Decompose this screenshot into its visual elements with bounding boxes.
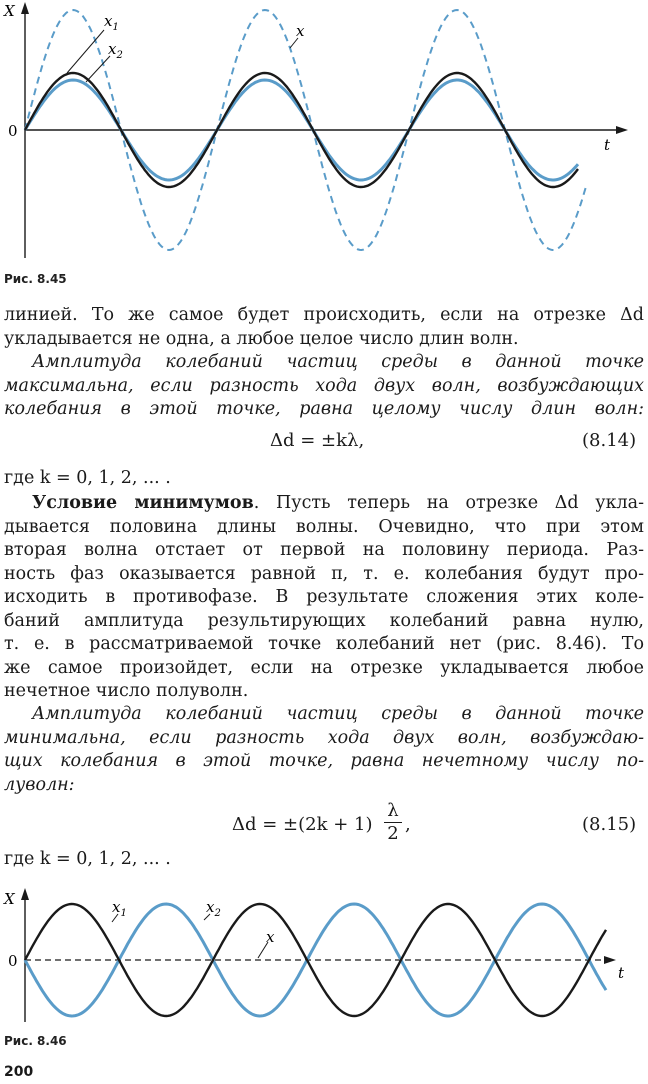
formula-8-14-body: Δd = ±kλ, [270,430,365,451]
text-line: минимальна, если разность хода двух волн, возбуждаю- [4,727,644,748]
figure-8-46 [0,880,648,1030]
text-line: ность фаз оказывается равной π, т. е. колебания будут про- [4,563,644,584]
text-line: т. е. в рассматриваемой точке колебаний нет (рис. 8.46). То [4,634,644,654]
fig46-x-label: t [618,964,625,982]
text-fragment: . Пусть теперь на отрезке Δd укла- [253,493,644,513]
text-line: луволн: [4,774,75,795]
text-line: вторая волна отстает от первой на половину периода. Раз- [4,540,644,560]
page-number: 200 [4,1064,34,1080]
text-line: щих колебания в этой точке, равна нечетному числу по- [4,751,644,771]
fig46-origin-label: 0 [8,952,18,970]
formula-8-15 [0,800,648,850]
formula-8-15-fraction [384,800,402,845]
text-line: нечетное число полуволн. [4,681,249,701]
paragraph-minimum-condition [4,492,644,704]
text-line: исходить в противофазе. В результате сложения этих коле- [4,587,644,607]
text-line: дывается половина длины волны. Очевидно, что при этом [4,516,644,537]
fig45-y-label: X [4,2,15,20]
text-line: линией. То же самое будет происходить, если на отрезке Δd [4,305,644,325]
fig46-caption: Рис. 8.46 [4,1034,67,1048]
paragraph-max-rule [4,351,644,422]
formula-8-15-comma: , [405,814,411,835]
text-line: баний амплитуда результирующих колебаний равна нулю, [4,610,644,631]
fig46-y-arrow [21,888,29,900]
formula-8-15-body: Δd = ±(2k + 1) [232,814,373,835]
text-line: Амплитуда колебаний частиц среды в данной точке [32,352,644,372]
formula-8-14-number: (8.14) [582,430,637,451]
text-line: же самое произойдет, если на отрезке укладывается любое [4,657,644,678]
fig45-x-label-curve: x [296,22,305,40]
fig46-x-label-curve: x [266,928,275,946]
fig45-x2-label: $x_2$ [108,40,123,61]
formula-8-15-number: (8.15) [582,814,637,835]
fig45-x-label: t [604,136,611,154]
text-line: максимальна, если разность хода двух волн, возбуждающих [4,375,644,396]
text-line: укладывается не одна, а любое целое число длин волн. [4,328,519,349]
fig45-x2-leader [86,56,110,82]
formula-8-14 [0,428,648,458]
text-line: Амплитуда колебаний частиц среды в данной точке [32,704,644,724]
where-line-1 [4,467,644,491]
text-line: где k = 0, 1, 2, ... . [4,468,171,488]
fig45-caption: Рис. 8.45 [4,272,67,286]
figure-8-45 [0,0,648,265]
paragraph-min-rule [4,703,644,797]
paragraph-1 [4,304,644,351]
fig45-y-arrow [21,2,29,14]
fig46-x2-label: $x_2$ [206,898,221,919]
text-line: колебания в этой точке, равна целому числу длин волн: [4,399,644,419]
fraction-denominator: 2 [387,823,399,844]
fig45-x-arrow [616,126,628,134]
heading-minimum-condition: Условие минимумов [32,493,254,513]
fig46-x-arrow [604,956,616,964]
fig45-x1-label: $x_1$ [104,12,119,33]
fraction-numerator: λ [384,800,402,823]
fig45-origin-label: 0 [8,122,18,140]
text-line [4,492,644,516]
text-line: где k = 0, 1, 2, ... . [4,849,171,869]
fig46-y-label: X [4,890,15,908]
where-line-2 [4,848,644,872]
fig46-x1-label: $x_1$ [112,898,127,919]
